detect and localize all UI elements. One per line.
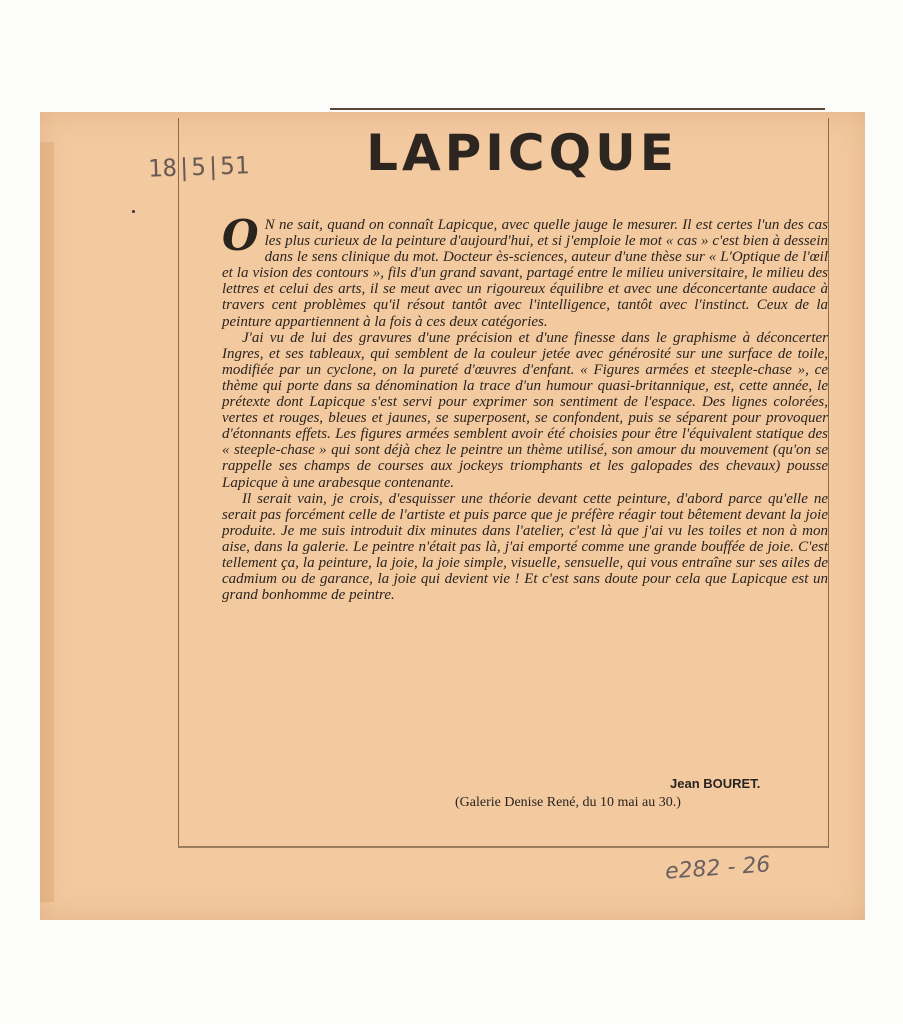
ink-dot: [132, 210, 135, 213]
paragraph-1-text: N ne sait, quand on connaît Lapicque, avec quelle jauge le mesurer. Il est certes l'un des cas les plus curieux de la peinture d'aujourd'hui, et si j'emploie le mot « cas » c'est bien à dessein dans le sens clinique du mot. Docteur ès-sciences, auteur d'une thèse sur « L'Optique de l'œil et la vision des contours », fils d'un grand savant, partagé entre le milieu universitaire, le milieu des lettres et celui des arts, il se meut avec un rigoureux équilibre et avec une déconcertante audace à travers cent problèmes qu'il résout tantôt avec l'intelligence, tantôt avec l'instinct. Ceux de la peinture appartiennent à la fois à ces deux catégories.: [222, 217, 828, 330]
handwritten-date: 18|5|51: [147, 151, 250, 183]
gallery-note: (Galerie Denise René, du 10 mai au 30.): [455, 795, 681, 810]
paragraph-2: J'ai vu de lui des gravures d'une précision et d'une finesse dans le graphisme à déconcerter Ingres, et ses tableaux, qui semblent de la couleur jetée avec générosité sur une surface de toile, modifiée par un cyclone, on la pureté d'œuvres d'enfant. « Figures armées et steeple-chase », ce thème qui porte dans sa dénomination la trace d'un humour quasi-britannique, est, cette année, le prétexte dont Lapicque s'est servi pour exprimer son sentiment de l'espace. Des lignes colorées, vertes et rouges, bleues et jaunes, se superposent, se confondent, puis se séparent pour provoquer d'étonnants effets. Les figures armées semblent avoir été choisies pour être l'équivalent statique des « steeple-chase » qui sont déjà chez le peintre un thème utilisé, son amour du mouvement (qu'on se rappelle ses champs de courses aux jockeys triomphants et les galopades des chevaux) pousse Lapicque à une arabesque contenante.: [222, 329, 828, 491]
article-title: LAPICQUE: [366, 124, 678, 182]
column-rule-left: [178, 118, 179, 848]
handwritten-catalog-number: e282 - 26: [664, 852, 772, 885]
article-body: [222, 211, 828, 604]
author-signature: Jean BOURET.: [670, 776, 761, 791]
paragraph-3: Il serait vain, je crois, d'esquisser une théorie devant cette peinture, d'abord parce qu'elle ne serait pas forcément celle de l'artiste et puis parce que je préfère réagir tout bêtement devant la joie produite. Je me suis introduit dix minutes dans l'atelier, c'est là que j'ai vu les toiles et non à mon aise, dans la galerie. Le peintre n'était pas là, j'ai emporté comme une grande bouffée de joie. C'est tellement ça, la peinture, la joie, la joie simple, visuelle, sensuelle, qui vous entraîne sur ses ailes de cadmium ou de garance, la joie qui devient vie ! Et c'est sans doute pour cela que Lapicque est un grand bonhomme de peintre.: [222, 490, 828, 604]
top-rule: [330, 108, 825, 110]
column-rule-right: [828, 118, 829, 848]
drop-cap: O: [222, 211, 259, 260]
bottom-rule: [178, 846, 828, 848]
paragraph-1: [222, 211, 828, 330]
